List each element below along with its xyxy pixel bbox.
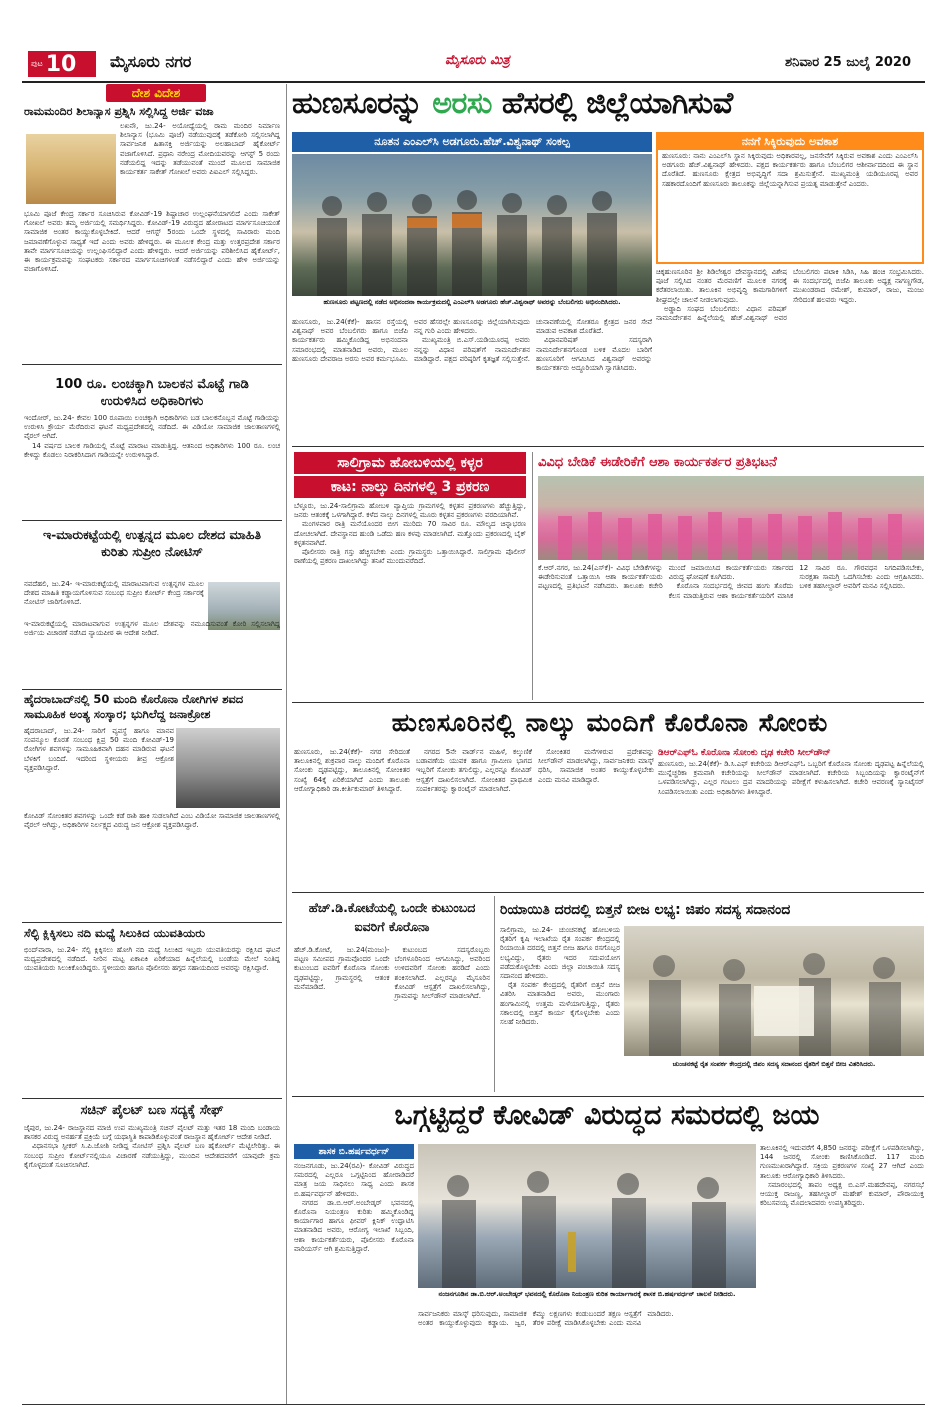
story-paragraph: 14 ವರ್ಷದ ಬಾಲಕ ಗಾಡಿಯಲ್ಲಿ ಮೊಟ್ಟೆ ಮಾರಾಟ ಮಾಡುತ್ತಿದ್ದ. ಆತನಿಂದ ಅಧಿಕಾರಿಗಳು 100 ರೂ. ಲಂಚ ಕೇಳಿದ್ದು ಕೊಡಲು ನಿರಾಕರಿಸಿದಾಗ ಗಾಡಿಯನ್ನೇ ಉರುಳಿಸಿದ್ದಾರೆ. bbox=[24, 441, 280, 459]
seed-body bbox=[500, 926, 620, 1092]
story-body bbox=[24, 1124, 280, 1404]
ceremony-illustration bbox=[418, 1144, 756, 1288]
story-paragraph: ಬೆಳ್ಳೂರು, ಜು.24-ಸಾಲಿಗ್ರಾಮ ಹೋಬಳಿ ವ್ಯಾಪ್ತಿಯ ಗ್ರಾಮಗಳಲ್ಲಿ ಕಳ್ಳತನ ಪ್ರಕರಣಗಳು ಹೆಚ್ಚುತ್ತಿದ್ದು, ಜನರು ಆತಂಕಕ್ಕೆ ಒಳಗಾಗಿದ್ದಾರೆ. ಕಳೆದ ನಾಲ್ಕು ದಿನಗಳಲ್ಲಿ ಮೂರು ಕಳ್ಳತನ ಪ್ರಕರಣಗಳು ವರದಿಯಾಗಿವೆ. bbox=[294, 502, 526, 520]
masthead-rule bbox=[22, 81, 925, 83]
ram-mandir-photo bbox=[26, 134, 116, 204]
story-headline: 100 ರೂ. ಲಂಚಕ್ಕಾಗಿ ಬಾಲಕನ ಮೊಟ್ಟೆ ಗಾಡಿ ಉರುಳಿಸಿದ ಅಧಿಕಾರಿಗಳು bbox=[55, 377, 249, 409]
divider bbox=[22, 520, 282, 521]
divider bbox=[292, 892, 924, 893]
asha-protest-photo bbox=[538, 476, 924, 560]
story-headline: ಸೆಲ್ಫಿ ಕ್ಲಿಕ್ಕಿಸಲು ನದಿ ಮಧ್ಯೆ ಸಿಲುಕಿದ ಯುವತಿಯರು bbox=[24, 926, 206, 940]
covid-fight-body bbox=[294, 1162, 414, 1398]
lead-body bbox=[292, 318, 652, 442]
divider bbox=[22, 364, 282, 365]
hunsur-corona-headline: ಹುಣಸೂರಿನಲ್ಲಿ ನಾಲ್ಕು ಮಂದಿಗೆ ಕೊರೊನಾ ಸೋಂಕು bbox=[391, 708, 829, 737]
story-paragraph: ಸೋಂಕಿತರ ಮನೆಗಳಿರುವ ಪ್ರದೇಶವನ್ನು ಸೀಲ್‌ಡೌನ್ ಮಾಡಲಾಗಿದ್ದು, ಸಾರ್ವಜನಿಕರು ಮಾಸ್ಕ್ ಧರಿಸಿ, ಸಾಮಾಜಿಕ ಅಂತರ ಕಾಯ್ದುಕೊಳ್ಳಬೇಕು ಎಂದು ಮನವಿ ಮಾಡಿದ್ದಾರೆ. bbox=[538, 748, 654, 784]
hunsur-corona-body bbox=[294, 748, 654, 888]
story-paragraph: ಕುಟುಂಬದ ಸದಸ್ಯರೊಬ್ಬರು ಬೆಂಗಳೂರಿನಿಂದ ಆಗಮಿಸಿದ್ದು, ಅವರಿಂದ ಉಳಿದವರಿಗೆ ಸೋಂಕು ಹರಡಿದೆ ಎಂದು ಶಂಕಿಸಲಾಗಿದೆ. ಎಲ್ಲರನ್ನೂ ಮೈಸೂರಿನ ಕೋವಿಡ್ ಆಸ್ಪತ್ರೆಗೆ ದಾಖಲಿಸಲಾಗಿದ್ದು, ಗ್ರಾಮವನ್ನು ಸೀಲ್‌ಡೌನ್ ಮಾಡಲಾಗಿದೆ. bbox=[394, 946, 490, 1001]
page-date: ಶನಿವಾರ 25 ಜುಲೈ 2020 bbox=[784, 55, 911, 70]
covid-fight-photo bbox=[418, 1144, 756, 1288]
seed-photo bbox=[624, 926, 924, 1056]
story-paragraph: ಹುಣಸೂರು, ಜು.24(ಕೆಕೆ)- ನಗರ ಸೇರಿದಂತೆ ತಾಲೂಕಿನಲ್ಲಿ ಶುಕ್ರವಾರ ನಾಲ್ಕು ಮಂದಿಗೆ ಕೊರೊನಾ ಸೋಂಕು ದೃಢಪಟ್ಟಿದ್ದು, ತಾಲೂಕಿನಲ್ಲಿ ಸೋಂಕಿತರ ಸಂಖ್ಯೆ 64ಕ್ಕೆ ಏರಿಕೆಯಾಗಿದೆ ಎಂದು ತಾಲೂಕು ಆರೋಗ್ಯಾಧಿಕಾರಿ ಡಾ.ಕೀರ್ತಿಕುಮಾರ್ ತಿಳಿಸಿದ್ದಾರೆ. bbox=[294, 748, 410, 793]
story-paragraph: ತಾಲೂಕಿನಲ್ಲಿ ಇದುವರೆಗೆ 4,850 ಜನರನ್ನು ಪರೀಕ್ಷೆಗೆ ಒಳಪಡಿಸಲಾಗಿದ್ದು, 144 ಜನರಲ್ಲಿ ಸೋಂಕು ಕಾಣಿಸಿಕೊಂಡಿದೆ. 117 ಮಂದಿ ಗುಣಮುಖರಾಗಿದ್ದಾರೆ. ಸಕ್ರಿಯ ಪ್ರಕರಣಗಳ ಸಂಖ್ಯೆ 27 ಆಗಿದೆ ಎಂದು ತಾಲೂಕು ಆರೋಗ್ಯಾಧಿಕಾರಿ ತಿಳಿಸಿದರು. bbox=[760, 1144, 924, 1180]
side-box-body: ಹುಣಸೂರು: ನಾನು ಎಂಎಲ್‌ಸಿ ಸ್ಥಾನ ಸಿಕ್ಕಿರುವುದು ಅಧಿಕಾರವಲ್ಲ, ಜನಸೇವೆಗೆ ಸಿಕ್ಕಿರುವ ಅವಕಾಶ ಎಂದು ಎಂಎಲ್‌ಸಿ ಅಡಗೂರು ಹೆಚ್.ವಿಶ್ವನಾಥ್ ಹೇಳಿದರು. ಪಕ್ಷದ ಕಾರ್ಯಕರ್ತರು ಹಾಗೂ ಬೆಂಬಲಿಗರ ಆಶೀರ್ವಾದದಿಂದ ಈ ಸ್ಥಾನ ದೊರೆತಿದೆ. ಹುಣಸೂರು ಕ್ಷೇತ್ರದ ಅಭಿವೃದ್ಧಿಗೆ ಸದಾ ಶ್ರಮಿಸುತ್ತೇನೆ. ಮುಖ್ಯಮಂತ್ರಿ ಯಡಿಯೂರಪ್ಪ ಅವರ ಸಹಕಾರದೊಂದಿಗೆ ಹುಣಸೂರು ತಾಲೂಕನ್ನು ಜಿಲ್ಲೆಯನ್ನಾಗಿಸುವ ಪ್ರಯತ್ನ ಮಾಡುತ್ತೇನೆ ಎಂದರು. bbox=[662, 152, 918, 188]
byline-bar bbox=[294, 1144, 414, 1159]
story-paragraph: ಹೈದರಾಬಾದ್, ಜು.24- ಸಾರಿಗೆ ವ್ಯವಸ್ಥೆ ಹಾಗೂ ಮಾನವ ಸಂಪನ್ಮೂಲ ಕೊರತೆ ಸಂಬಂಧ ಕ್ಷಿಪ್ರ 50 ಮಂದಿ ಕೋವಿಡ್-19 ರೋಗಿಗಳ ಶವಗಳನ್ನು ಸಾಮೂಹಿಕವಾಗಿ ದಹನ ಮಾಡಿರುವ ಘಟನೆ ಬೆಳಕಿಗೆ ಬಂದಿದೆ. ಇದರಿಂದ ಸ್ಥಳೀಯರು ತೀವ್ರ ಆಕ್ರೋಶ ವ್ಯಕ್ತಪಡಿಸಿದ್ದಾರೆ. bbox=[24, 727, 174, 772]
section-tag-label: ದೇಶ ವಿದೇಶ bbox=[131, 85, 181, 100]
page-bottom-rule bbox=[22, 1404, 925, 1405]
crowd-illustration bbox=[292, 154, 652, 296]
story-body bbox=[24, 414, 280, 518]
lead-photo bbox=[292, 154, 652, 296]
lead-headline-post: ಹೆಸರಲ್ಲಿ ಜಿಲ್ಲೆಯಾಗಿಸುವೆ bbox=[491, 86, 733, 121]
column-divider bbox=[494, 896, 495, 1092]
asha-headline: ವಿವಿಧ ಬೇಡಿಕೆ ಈಡೇರಿಕೆಗೆ ಆಶಾ ಕಾರ್ಯಕರ್ತರ ಪ್ರತಿಭಟನೆ bbox=[538, 455, 777, 470]
lead-headline-green: ಅರಸು bbox=[432, 86, 492, 121]
drfo-box-title: ಡಿಆರ್‌ಎಫ್‌ಓ ಕೊರೊನಾ ಸೋಂಕು ದೃಢ ಕಚೇರಿ ಸೀಲ್‌ಡೌನ್ bbox=[658, 748, 831, 758]
story-headline: ಇ-ಮಾರುಕಟ್ಟೆಯಲ್ಲಿ ಉತ್ಪನ್ನದ ಮೂಲ ದೇಶದ ಮಾಹಿತಿ ಕುರಿತು ಸುಪ್ರೀಂ ನೋಟಿಸ್ bbox=[42, 527, 262, 559]
protest-illustration bbox=[538, 476, 924, 560]
divider bbox=[292, 702, 924, 703]
story-paragraph: ಸಾಲಿಗ್ರಾಮ, ಜು.24- ಚುಂಚನಕಟ್ಟೆ ಹೋಬಳಿಯ ರೈತರಿಗೆ ಕೃಷಿ ಇಲಾಖೆಯ ರೈತ ಸಂಪರ್ಕ ಕೇಂದ್ರದಲ್ಲಿ ರಿಯಾಯಿತಿ ದರದಲ್ಲಿ ಬಿತ್ತನೆ ಬೀಜ ಹಾಗೂ ರಸಗೊಬ್ಬರ ಲಭ್ಯವಿದ್ದು, ರೈತರು ಇದರ ಸದುಪಯೋಗ ಪಡೆದುಕೊಳ್ಳಬೇಕು ಎಂದು ಜಿಲ್ಲಾ ಪಂಚಾಯಿತಿ ಸದಸ್ಯ ಸದಾನಂದ ಹೇಳಿದರು. bbox=[500, 926, 620, 981]
story-headline: ಸಚಿನ್ ಪೈಲಟ್ ಬಣ ಸದ್ಯಕ್ಕೆ ಸೇಫ್ bbox=[80, 1103, 224, 1118]
story-paragraph: ಪೊಲೀಸರು ರಾತ್ರಿ ಗಸ್ತು ಹೆಚ್ಚಿಸಬೇಕು ಎಂದು ಗ್ರಾಮಸ್ಥರು ಒತ್ತಾಯಿಸಿದ್ದಾರೆ. ಸಾಲಿಗ್ರಾಮ ಪೊಲೀಸ್ ಠಾಣೆಯಲ್ಲಿ ಪ್ರಕರಣ ದಾಖಲಾಗಿದ್ದು ತನಿಖೆ ಮುಂದುವರೆದಿದೆ. bbox=[294, 548, 526, 566]
drfo-box bbox=[658, 746, 924, 888]
lead-subhead-bar bbox=[292, 132, 652, 152]
story-paragraph: ವಿಧಾನಸಭಾ ಸ್ಪೀಕರ್ ಸಿ.ಪಿ.ಜೋಶಿ ನೀಡಿದ್ದ ನೋಟಿಸ್ ಪ್ರಶ್ನಿಸಿ ಪೈಲಟ್ ಬಣ ಹೈಕೋರ್ಟ್ ಮೆಟ್ಟಿಲೇರಿತ್ತು. ಈ ಸಂಬಂಧ ಸುಪ್ರೀಂ ಕೋರ್ಟ್‌ನಲ್ಲಿಯೂ ವಿಚಾರಣೆ ನಡೆಯುತ್ತಿದ್ದು, ಮುಂದಿನ ಆದೇಶದವರೆಗೆ ಯಾವುದೇ ಕ್ರಮ ಕೈಗೊಳ್ಳದಂತೆ ಸೂಚಿಸಲಾಗಿದೆ. bbox=[24, 1142, 280, 1169]
lead-photo-caption: ಹುಣಸೂರು ಪಟ್ಟಣದಲ್ಲಿ ನಡೆದ ಅಭಿನಂದನಾ ಕಾರ್ಯಕ್ರಮದಲ್ಲಿ ಎಂಎಲ್‌ಸಿ ಅಡಗೂರು ಹೆಚ್.ವಿಶ್ವನಾಥ್ ಅವರನ್ನು ಬೆಂಬಲಿಗರು ಅಭಿನಂದಿಸಿದರು. bbox=[323, 298, 621, 306]
saligrama-headline-box bbox=[294, 452, 526, 498]
left-column bbox=[22, 84, 282, 1404]
lead-subhead: ನೂತನ ಎಂಎಲ್‌ಸಿ ಅಡಗೂರು.ಹೆಚ್.ವಿಶ್ವನಾಥ್ ಸಂಕಲ್ಪ bbox=[374, 135, 570, 148]
seed-illustration bbox=[624, 926, 924, 1056]
story-paragraph: ಛಿಂದ್‌ವಾರಾ, ಜು.24- ಸೆಲ್ಫಿ ಕ್ಲಿಕ್ಕಿಸಲು ಹೋಗಿ ನದಿ ಮಧ್ಯೆ ಸಿಲುಕಿದ ಇಬ್ಬರು ಯುವತಿಯರನ್ನು ರಕ್ಷಿಸಿದ ಘಟನೆ ಮಧ್ಯಪ್ರದೇಶದಲ್ಲಿ ನಡೆದಿದೆ. ನೀರಿನ ಮಟ್ಟ ಏಕಾಏಕಿ ಏರಿಕೆಯಾದ ಹಿನ್ನೆಲೆಯಲ್ಲಿ ಬಂಡೆಯ ಮೇಲೆ ನಿಂತಿದ್ದ ಯುವತಿಯರು ಸಿಲುಕಿಕೊಂಡಿದ್ದರು. ಸ್ಥಳೀಯರು ಹಾಗೂ ಪೊಲೀಸರು ಹಗ್ಗದ ಸಹಾಯದಿಂದ ಅವರನ್ನು ರಕ್ಷಿಸಿದ್ದಾರೆ. bbox=[24, 946, 280, 973]
side-box-title: ನನಗೆ ಸಿಕ್ಕಿರುವುದು ಅವಕಾಶ bbox=[658, 134, 922, 150]
covid-fight-body bbox=[760, 1144, 924, 1400]
lead-paragraph: ಹುಣಸೂರು, ಜು.24(ಕೆಕೆ)- ಹಾಸನ ರಸ್ತೆಯಲ್ಲಿ ವಿಶ್ವನಾಥ್ ಅವರ ಬೆಂಬಲಿಗರು ಹಾಗೂ ಬಿಜೆಪಿ ಕಾರ್ಯಕರ್ತರು ಹಮ್ಮಿಕೊಂಡಿದ್ದ ಅಭಿನಂದನಾ ಸಮಾರಂಭದಲ್ಲಿ ಮಾತನಾಡಿದ ಅವರು, ಮೂಲ ಹುಣಸೂರು ದೇವರಾಜ ಅರಸು ಅವರ ಕರ್ಮಭೂಮಿ. ಅವರ ಹೆಸರಲ್ಲೇ ಹುಣಸೂರನ್ನು ಜಿಲ್ಲೆಯಾಗಿಸುವುದು ನನ್ನ ಗುರಿ ಎಂದು ಹೇಳಿದರು. bbox=[292, 318, 530, 363]
drfo-box-body: ಹುಣಸೂರು, ಜು.24(ಕೆಕೆ)- ಡಿ.ಸಿ.ಎಫ್ ಕಚೇರಿಯ ಡಿಆರ್‌ಎಫ್‌ಓ ಒಬ್ಬರಿಗೆ ಕೊರೊನಾ ಸೋಂಕು ದೃಢಪಟ್ಟ ಹಿನ್ನೆಲೆಯಲ್ಲಿ ಮುನ್ನೆಚ್ಚರಿಕಾ ಕ್ರಮವಾಗಿ ಕಚೇರಿಯನ್ನು ಸೀಲ್‌ಡೌನ್ ಮಾಡಲಾಗಿದೆ. ಕಚೇರಿಯ ಸಿಬ್ಬಂದಿಯನ್ನು ಕ್ವಾರಂಟೈನ್‌ಗೆ ಒಳಪಡಿಸಲಾಗಿದ್ದು, ಎಲ್ಲರ ಗಂಟಲು ದ್ರವ ಮಾದರಿಯನ್ನು ಪರೀಕ್ಷೆಗೆ ಕಳುಹಿಸಲಾಗಿದೆ. ಕಚೇರಿ ಆವರಣಕ್ಕೆ ಸ್ಯಾನಿಟೈಸರ್ ಸಿಂಪಡಿಸಲಾಯಿತು ಎಂದು ಅಧಿಕಾರಿಗಳು ತಿಳಿಸಿದ್ದಾರೆ. bbox=[658, 760, 924, 796]
story-paragraph: ನಂಜನಗೂಡು, ಜು.24(ರವಿ)- ಕೋವಿಡ್ ವಿರುದ್ಧದ ಸಮರದಲ್ಲಿ ಎಲ್ಲರೂ ಒಗ್ಗಟ್ಟಿನಿಂದ ಹೋರಾಡಿದರೆ ಮಾತ್ರ ಜಯ ಸಾಧಿಸಲು ಸಾಧ್ಯ ಎಂದು ಶಾಸಕ ಬಿ.ಹರ್ಷವರ್ಧನ್ ಹೇಳಿದರು. bbox=[294, 1162, 414, 1198]
saligrama-headline-2: ಕಾಟ: ನಾಲ್ಕು ದಿನಗಳಲ್ಲಿ 3 ಪ್ರಕರಣ bbox=[294, 476, 526, 498]
covid-fight-body bbox=[418, 1310, 756, 1400]
page-number: 10 bbox=[45, 51, 77, 77]
story-paragraph: ರೈತ ಸಂಪರ್ಕ ಕೇಂದ್ರದಲ್ಲಿ ರೈತರಿಗೆ ಬಿತ್ತನೆ ಬೀಜ ವಿತರಿಸಿ ಮಾತನಾಡಿದ ಅವರು, ಮುಂಗಾರು ಹಂಗಾಮಿನಲ್ಲಿ ಉತ್ತಮ ಮಳೆಯಾಗುತ್ತಿದ್ದು, ರೈತರು ಸಕಾಲದಲ್ಲಿ ಬಿತ್ತನೆ ಕಾರ್ಯ ಕೈಗೊಳ್ಳಬೇಕು ಎಂದು ಸಲಹೆ ನೀಡಿದರು. bbox=[500, 981, 620, 1027]
column-divider bbox=[286, 84, 287, 1404]
masthead bbox=[20, 47, 925, 79]
lead-headline bbox=[292, 86, 922, 130]
seed-headline: ರಿಯಾಯಿತಿ ದರದಲ್ಲಿ ಬಿತ್ತನೆ ಬೀಜ ಲಭ್ಯ: ಜಿಪಂ ಸದಸ್ಯ ಸದಾನಂದ bbox=[500, 902, 791, 918]
story-paragraph: ಇಂದೋರ್, ಜು.24- ಕೇವಲ 100 ರೂಪಾಯಿ ಲಂಚಕ್ಕಾಗಿ ಅಧಿಕಾರಿಗಳು ಬಡ ಬಾಲಕನೊಬ್ಬನ ಮೊಟ್ಟೆ ಗಾಡಿಯನ್ನು ಉರುಳಿಸಿ ಕ್ರೌರ್ಯ ಮೆರೆದಿರುವ ಘಟನೆ ಮಧ್ಯಪ್ರದೇಶದಲ್ಲಿ ನಡೆದಿದೆ. ಈ ವಿಡಿಯೋ ಸಾಮಾಜಿಕ ಜಾಲತಾಣಗಳಲ್ಲಿ ವೈರಲ್ ಆಗಿದೆ. bbox=[24, 414, 280, 441]
story-paragraph: ಸಾರ್ವಜನಿಕರು ಮಾಸ್ಕ್ ಧರಿಸುವುದು, ಸಾಮಾಜಿಕ ಅಂತರ ಕಾಯ್ದುಕೊಳ್ಳುವುದು ಕಡ್ಡಾಯ. ಜ್ವರ, ಕೆಮ್ಮು ಲಕ್ಷಣಗಳು ಕಂಡುಬಂದರೆ ತಕ್ಷಣ ಆಸ್ಪತ್ರೆಗೆ ತೆರಳಿ ಪರೀಕ್ಷೆ ಮಾಡಿಸಿಕೊಳ್ಳಬೇಕು ಎಂದು ಮನವಿ ಮಾಡಿದರು. bbox=[418, 1310, 674, 1328]
story-body bbox=[24, 946, 280, 1096]
page-label: ಪುಟ bbox=[31, 59, 43, 68]
story-body bbox=[24, 727, 174, 809]
divider bbox=[22, 922, 282, 923]
story-headline: ರಾಮಮಂದಿರ ಶಿಲಾನ್ಯಾಸ ಪ್ರಶ್ನಿಸಿ ಸಲ್ಲಿಸಿದ್ದ ಅರ್ಜಿ ವಜಾ bbox=[24, 105, 214, 118]
saligrama-headline-1: ಸಾಲಿಗ್ರಾಮ ಹೋಬಳಿಯಲ್ಲಿ ಕಳ್ಳರ bbox=[294, 452, 526, 474]
lead-headline-pre: ಹುಣಸೂರನ್ನು bbox=[292, 86, 433, 121]
lead-paragraph: ವಿಧಾನಪರಿಷತ್ ಸದಸ್ಯರಾಗಿ ನಾಮನಿರ್ದೇಶನಗೊಂಡ ಬಳಿಕ ಮೊದಲ ಬಾರಿಗೆ ಹುಣಸೂರಿಗೆ ಆಗಮಿಸಿದ ವಿಶ್ವನಾಥ್ ಅವರನ್ನು ಕಾರ್ಯಕರ್ತರು ಅದ್ಧೂರಿಯಾಗಿ ಸ್ವಾಗತಿಸಿದರು. bbox=[536, 336, 652, 373]
asha-body bbox=[538, 564, 924, 700]
lead-side-box bbox=[656, 132, 924, 264]
hd-kote-headline: ಹೆಚ್.ಡಿ.ಕೋಟೆಯಲ್ಲಿ ಒಂದೇ ಕುಟುಂಬದ ಐವರಿಗೆ ಕೊರೊನಾ bbox=[308, 900, 476, 934]
lead-paragraph: ಚಿಕ್ಕಹುಣಸೂರಿನ ಶ್ರೀ ಶಿಡಿಲೇಶ್ವರ ದೇವಸ್ಥಾನದಲ್ಲಿ ವಿಶೇಷ ಪೂಜೆ ಸಲ್ಲಿಸಿದ ನಂತರ ಮೆರವಣಿಗೆ ಮೂಲಕ ನಗರಕ್ಕೆ ಕರೆತರಲಾಯಿತು. ತಾಲೂಕಿನ ಅಭಿವೃದ್ಧಿ ಕಾಮಗಾರಿಗಳಿಗೆ ಶೀಘ್ರದಲ್ಲೇ ಚಾಲನೆ ನೀಡಲಾಗುವುದು. bbox=[656, 268, 787, 304]
lead-body bbox=[656, 268, 924, 444]
story-paragraph: ಕೆ.ಆರ್.ನಗರ, ಜು.24(ಎಸ್‌ಕೆ)- ವಿವಿಧ ಬೇಡಿಕೆಗಳನ್ನು ಈಡೇರಿಸುವಂತೆ ಒತ್ತಾಯಿಸಿ ಆಶಾ ಕಾರ್ಯಕರ್ತೆಯರು ಪಟ್ಟಣದಲ್ಲಿ ಪ್ರತಿಭಟನೆ ನಡೆಸಿದರು. ತಾಲೂಕು ಕಚೇರಿ ಮುಂದೆ ಜಮಾಯಿಸಿದ ಕಾರ್ಯಕರ್ತೆಯರು ಸರ್ಕಾರದ ವಿರುದ್ಧ ಘೋಷಣೆ ಕೂಗಿದರು. bbox=[538, 564, 794, 591]
divider bbox=[22, 689, 282, 690]
divider bbox=[22, 1098, 282, 1099]
story-headline: ಹೈದರಾಬಾದ್‌ನಲ್ಲಿ 50 ಮಂದಿ ಕೊರೊನಾ ರೋಗಿಗಳ ಶವದ ಸಾಮೂಹಿಕ ಅಂತ್ಯ ಸಂಸ್ಕಾರ; ಭುಗಿಲೆದ್ದ ಜನಾಕ್ರೋಶ bbox=[24, 692, 244, 721]
lead-paragraph: ಅಡ್ಡಾದಿ ಸಂಘದ ಬೆಂಬಲಿಗರು: ವಿಧಾನ ಪರಿಷತ್ ನಾಮನಿರ್ದೇಶನ ಹಿನ್ನೆಲೆಯಲ್ಲಿ ಹೆಚ್.ವಿಶ್ವನಾಥ್ ಅವರ ಬೆಂಬಲಿಗರು ಪಟಾಕಿ ಸಿಡಿಸಿ, ಸಿಹಿ ಹಂಚಿ ಸಂಭ್ರಮಿಸಿದರು. ಈ ಸಂದರ್ಭದಲ್ಲಿ ಬಿಜೆಪಿ ತಾಲೂಕು ಅಧ್ಯಕ್ಷ ನಾಗಣ್ಣಗೌಡ, ಮುಖಂಡರಾದ ರಮೇಶ್, ಕುಮಾರ್, ರಾಜು, ಮಂಜು ಸೇರಿದಂತೆ ಹಲವರು ಇದ್ದರು. bbox=[656, 268, 924, 323]
hd-kote-body bbox=[294, 946, 490, 1092]
section-name: ಮೈಸೂರು ನಗರ bbox=[110, 52, 192, 71]
column-divider bbox=[532, 452, 533, 700]
story-paragraph: ಇ-ಮಾರುಕಟ್ಟೆಯಲ್ಲಿ ಮಾರಾಟವಾಗುವ ಉತ್ಪನ್ನಗಳ ಮೂಲ ದೇಶವನ್ನು ನಮೂದಿಸುವಂತೆ ಕೋರಿ ಸಲ್ಲಿಸಲಾಗಿದ್ದ ಅರ್ಜಿಯ ವಿಚಾರಣೆ ನಡೆಸಿದ ನ್ಯಾಯಪೀಠ ಈ ಆದೇಶ ನೀಡಿದೆ. bbox=[24, 620, 280, 638]
page-number-badge bbox=[28, 51, 96, 77]
section-tag bbox=[106, 84, 206, 102]
story-paragraph: ಹೆಚ್.ಡಿ.ಕೋಟೆ, ಜು.24(ಮಂಜು)- ಪಟ್ಟಣ ಸಮೀಪದ ಗ್ರಾಮವೊಂದರ ಒಂದೇ ಕುಟುಂಬದ ಐವರಿಗೆ ಕೊರೊನಾ ಸೋಂಕು ದೃಢಪಟ್ಟಿದ್ದು, ಗ್ರಾಮಸ್ಥರಲ್ಲಿ ಆತಂಕ ಮನೆಮಾಡಿದೆ. bbox=[294, 946, 390, 991]
story-paragraph: ಕೊರೊನಾ ಸಂದರ್ಭದಲ್ಲಿ ಜೀವದ ಹಂಗು ತೊರೆದು ಕೆಲಸ ಮಾಡುತ್ತಿರುವ ಆಶಾ ಕಾರ್ಯಕರ್ತೆಯರಿಗೆ ಮಾಸಿಕ 12 ಸಾವಿರ ರೂ. ಗೌರವಧನ ನಿಗದಿಪಡಿಸಬೇಕು, ಸುರಕ್ಷತಾ ಸಾಮಗ್ರಿ ಒದಗಿಸಬೇಕು ಎಂದು ಆಗ್ರಹಿಸಿದರು. ಬಳಿಕ ತಹಸೀಲ್ದಾರ್ ಅವರಿಗೆ ಮನವಿ ಸಲ್ಲಿಸಿದರು. bbox=[668, 564, 924, 600]
divider bbox=[292, 446, 924, 447]
story-paragraph: ಮಂಗಳವಾರ ರಾತ್ರಿ ಮನೆಯೊಂದರ ಬೀಗ ಮುರಿದು 70 ಸಾವಿರ ರೂ. ಮೌಲ್ಯದ ಚಿನ್ನಾಭರಣ ದೋಚಲಾಗಿದೆ. ದೇವಸ್ಥಾನದ ಹುಂಡಿ ಒಡೆದು ಹಣ ಕಳವು ಮಾಡಲಾಗಿದೆ. ಮತ್ತೊಂದು ಪ್ರಕರಣದಲ್ಲಿ ಬೈಕ್ ಕಳ್ಳತನವಾಗಿದೆ. bbox=[294, 520, 526, 547]
cremation-photo bbox=[176, 728, 280, 808]
lead-paragraph: ಮುಖ್ಯಮಂತ್ರಿ ಬಿ.ಎಸ್.ಯಡಿಯೂರಪ್ಪ ಅವರು ನನ್ನನ್ನು ವಿಧಾನ ಪರಿಷತ್‌ಗೆ ನಾಮನಿರ್ದೇಶನ ಮಾಡಿದ್ದಾರೆ. ಪಕ್ಷದ ವರಿಷ್ಠರಿಗೆ ಕೃತಜ್ಞತೆ ಸಲ್ಲಿಸುತ್ತೇನೆ. ಚುನಾವಣೆಯಲ್ಲಿ ಸೋತರೂ ಕ್ಷೇತ್ರದ ಜನರ ಸೇವೆ ಮಾಡುವ ಅವಕಾಶ ದೊರೆತಿದೆ. bbox=[414, 318, 652, 363]
story-body bbox=[120, 122, 280, 208]
story-body bbox=[24, 620, 280, 688]
story-body bbox=[24, 812, 280, 922]
story-paragraph: ಲಖನೌ, ಜು.24- ಅಯೋಧ್ಯೆಯಲ್ಲಿ ರಾಮ ಮಂದಿರ ನಿರ್ಮಾಣ ಶಿಲಾನ್ಯಾಸ (ಭೂಮಿ ಪೂಜೆ) ನಡೆಯುವುದಕ್ಕೆ ತಡೆಕೋರಿ ಸಲ್ಲಿಸಲಾಗಿದ್ದ ಸಾರ್ವಜನಿಕ ಹಿತಾಸಕ್ತಿ ಅರ್ಜಿಯನ್ನು ಅಲಹಾಬಾದ್ ಹೈಕೋರ್ಟ್ ವಜಾಗೊಳಿಸಿದೆ. ಪ್ರಧಾನಿ ನರೇಂದ್ರ ಮೋದಿಯವರನ್ನು ಆಗಸ್ಟ್ 5 ರಂದು ನಡೆಯಲಿದ್ದ ಇದನ್ನು ತಡೆಯುವಂತೆ ಮುಂದೆ ಮೂಲದ ಸಾಮಾಜಿಕ ಕಾರ್ಯಕರ್ತ ಸಾಕೇತ್ ಗೋಖಲೆ ಅವರು ಪಿಐಎಲ್ ಸಲ್ಲಿಸಿದ್ದರು. bbox=[120, 122, 280, 177]
story-paragraph: ಸಮಾರಂಭದಲ್ಲಿ ತಾಪಂ ಅಧ್ಯಕ್ಷ ಬಿ.ಎಸ್.ಮಹದೇವಪ್ಪ, ನಗರಸಭೆ ಆಯುಕ್ತ ರಾಜಣ್ಣ, ತಹಸೀಲ್ದಾರ್ ಮಹೇಶ್ ಕುಮಾರ್, ಪೌರಾಯುಕ್ತ ಕರಿಬಸವಯ್ಯ ಮೊದಲಾದವರು ಉಪಸ್ಥಿತರಿದ್ದರು. bbox=[760, 1180, 924, 1208]
story-paragraph: ಜೈಪುರ, ಜು.24- ರಾಜಸ್ಥಾನದ ಮಾಜಿ ಉಪ ಮುಖ್ಯಮಂತ್ರಿ ಸಚಿನ್ ಪೈಲಟ್ ಮತ್ತು ಇತರ 18 ಮಂದಿ ಬಂಡಾಯ ಶಾಸಕರ ವಿರುದ್ಧ ಅನರ್ಹತೆ ಪ್ರಕ್ರಿಯೆ ಬಗ್ಗೆ ಯಥಾಸ್ಥಿತಿ ಕಾಪಾಡಿಕೊಳ್ಳುವಂತೆ ರಾಜಸ್ಥಾನ ಹೈಕೋರ್ಟ್ ಆದೇಶ ನೀಡಿದೆ. bbox=[24, 1124, 280, 1142]
divider bbox=[292, 1096, 924, 1097]
story-paragraph: ಭೂಮಿ ಪೂಜೆ ಕೇಂದ್ರ ಸರ್ಕಾರ ಸೂಚಿಸಿರುವ ಕೋವಿಡ್-19 ಶಿಷ್ಟಾಚಾರ ಉಲ್ಲಂಘನೆಯಾಗಲಿದೆ ಎಂದು ಸಾಕೇತ್ ಗೋಖಲೆ ಅವರು ತಮ್ಮ ಅರ್ಜಿಯಲ್ಲಿ ಸಮರ್ಥಿಸಿದ್ದರು. ಕೋವಿಡ್-19 ವಿರುದ್ಧದ ಹೋರಾಟದ ಮಾರ್ಗಸೂಚಿಯಂತೆ ಸಾಮಾಜಿಕ ಅಂತರ ಕಾಯ್ದುಕೊಳ್ಳಬೇಕಿದೆ. ಆದರೆ ಆಗಸ್ಟ್ 5ರಂದು ಒಂದೇ ಸ್ಥಳದಲ್ಲಿ ಸಾವಿರಾರು ಮಂದಿ ಜಮಾವಣೆಗೊಳ್ಳುವ ಸಾಧ್ಯತೆ ಇದೆ ಎಂದು ಅವರು ಹೇಳಿದ್ದರು. ಈ ಮೂಲಕ ಕೇಂದ್ರ ಮತ್ತು ಉತ್ತರಪ್ರದೇಶ ಸರ್ಕಾರ ತಾವೇ ಮಾರ್ಗಸೂಚಿಯನ್ನು ಉಲ್ಲಂಘಿಸಲಿದ್ದಾರೆ ಎಂದು ಹೇಳಿದ್ದರು. ಆದರೆ ಅರ್ಜಿಯನ್ನು ಪರಿಶೀಲಿಸಿದ ಹೈಕೋರ್ಟ್, ಈ ಕಾರ್ಯಕ್ರಮವನ್ನು ಸಂಘಟಕರು ಸರ್ಕಾರದ ಮಾರ್ಗಸೂಚಿಗಳಂತೆ ನಡೆಸಲಿದ್ದಾರೆ ಎಂದು ಹೇಳಿ ಅರ್ಜಿಯನ್ನು ವಜಾಗೊಳಿಸಿದೆ. bbox=[24, 210, 280, 274]
covid-fight-photo-caption: ನಂಜನಗೂಡಿನ ಡಾ.ಬಿ.ಆರ್.ಅಂಬೇಡ್ಕರ್ ಭವನದಲ್ಲಿ ಕೊರೊನಾ ನಿಯಂತ್ರಣ ಕುರಿತ ಕಾರ್ಯಾಗಾರಕ್ಕೆ ಶಾಸಕ ಬಿ.ಹರ್ಷವರ್ಧನ್ ಚಾಲನೆ ನೀಡಿದರು. bbox=[438, 1290, 736, 1298]
seed-photo-caption: ಚುಂಚನಕಟ್ಟೆ ರೈತ ಸಂಪರ್ಕ ಕೇಂದ್ರದಲ್ಲಿ ಜಿಪಂ ಸದಸ್ಯ ಸದಾನಂದ ರೈತರಿಗೆ ಬಿತ್ತನೆ ಬೀಜ ವಿತರಿಸಿದರು. bbox=[672, 1060, 876, 1068]
story-body bbox=[24, 210, 280, 360]
covid-fight-headline: ಒಗ್ಗಟ್ಟಿದ್ದರೆ ಕೋವಿಡ್ ವಿರುದ್ಧದ ಸಮರದಲ್ಲಿ ಜಯ bbox=[394, 1100, 820, 1131]
paper-name: ಮೈಸೂರು ಮಿತ್ರ bbox=[445, 53, 510, 68]
story-paragraph: ನವದೆಹಲಿ, ಜು.24- ಇ-ಮಾರುಕಟ್ಟೆಯಲ್ಲಿ ಮಾರಾಟವಾಗುವ ಉತ್ಪನ್ನಗಳ ಮೂಲ ದೇಶದ ಮಾಹಿತಿ ಕಡ್ಡಾಯಗೊಳಿಸುವ ಸಂಬಂಧ ಸುಪ್ರೀಂ ಕೋರ್ಟ್ ಕೇಂದ್ರ ಸರ್ಕಾರಕ್ಕೆ ನೋಟಿಸ್ ಜಾರಿಗೊಳಿಸಿದೆ. bbox=[24, 580, 204, 607]
story-paragraph: ನಗರದ ಡಾ.ಬಿ.ಆರ್.ಅಂಬೇಡ್ಕರ್ ಭವನದಲ್ಲಿ ಕೊರೊನಾ ನಿಯಂತ್ರಣ ಕುರಿತು ಹಮ್ಮಿಕೊಂಡಿದ್ದ ಕಾರ್ಯಾಗಾರ ಹಾಗೂ ಫೀವರ್ ಕ್ಲಿನಿಕ್ ಉದ್ಘಾಟಿಸಿ ಮಾತನಾಡಿದ ಅವರು, ಆರೋಗ್ಯ ಇಲಾಖೆ ಸಿಬ್ಬಂದಿ, ಆಶಾ ಕಾರ್ಯಕರ್ತೆಯರು, ಪೊಲೀಸರು ಕೊರೊನಾ ವಾರಿಯರ್ಸ್ ಆಗಿ ಶ್ರಮಿಸುತ್ತಿದ್ದಾರೆ. bbox=[294, 1198, 414, 1253]
saligrama-body bbox=[294, 502, 526, 698]
byline: ಶಾಸಕ ಬಿ.ಹರ್ಷವರ್ಧನ್ bbox=[318, 1146, 390, 1157]
story-paragraph: ಕೋವಿಡ್ ಸೋಂಕಿತರ ಶವಗಳನ್ನು ಒಂದೇ ಕಡೆ ರಾಶಿ ಹಾಕಿ ಸುಡಲಾಗಿದೆ ಎಂಬ ವಿಡಿಯೋ ಸಾಮಾಜಿಕ ಜಾಲತಾಣಗಳಲ್ಲಿ ವೈರಲ್ ಆಗಿದ್ದು, ಅಧಿಕಾರಿಗಳ ನಿರ್ಲಕ್ಷ್ಯದ ವಿರುದ್ಧ ಜನ ಆಕ್ರೋಶ ವ್ಯಕ್ತಪಡಿಸಿದ್ದಾರೆ. bbox=[24, 812, 280, 830]
story-paragraph: ನಗರದ 5ನೇ ವಾರ್ಡ್‌ನ ಮಹಿಳೆ, ಕಲ್ಕುಣಿಕೆ ಬಡಾವಣೆಯ ಯುವಕ ಹಾಗೂ ಗ್ರಾಮೀಣ ಭಾಗದ ಇಬ್ಬರಿಗೆ ಸೋಂಕು ತಗುಲಿದ್ದು, ಎಲ್ಲರನ್ನೂ ಕೋವಿಡ್ ಆಸ್ಪತ್ರೆಗೆ ದಾಖಲಿಸಲಾಗಿದೆ. ಸೋಂಕಿತರ ಪ್ರಾಥಮಿಕ ಸಂಪರ್ಕಿತರನ್ನು ಕ್ವಾರಂಟೈನ್ ಮಾಡಲಾಗಿದೆ. bbox=[416, 748, 532, 793]
story-body bbox=[24, 580, 204, 618]
